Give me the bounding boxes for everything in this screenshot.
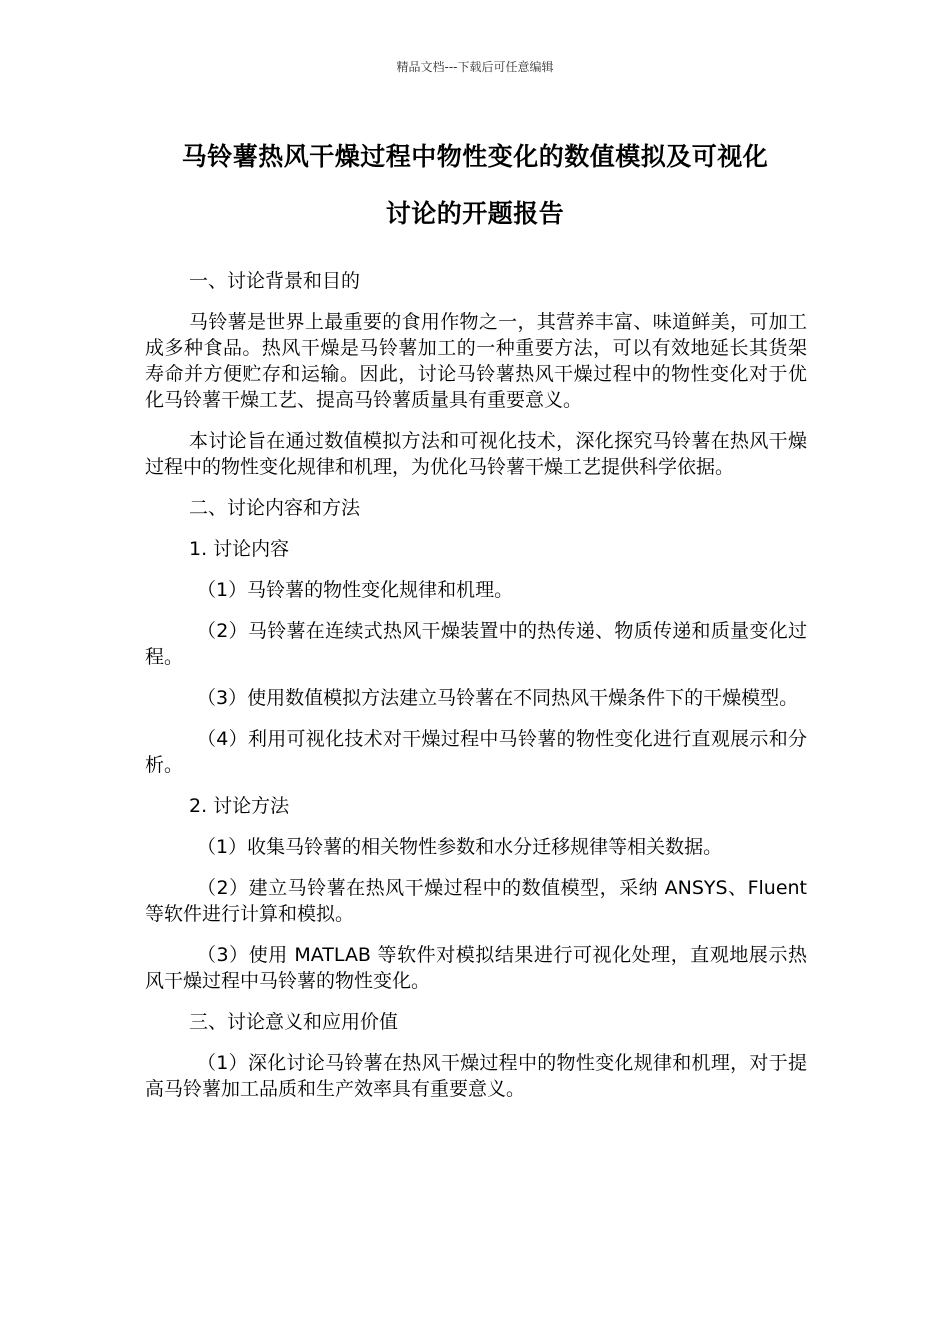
method-item-1: （1）收集马铃薯的相关物性参数和水分迁移规律等相关数据。 bbox=[197, 836, 723, 858]
content-item-1: （1）马铃薯的物性变化规律和机理。 bbox=[197, 579, 514, 601]
method-item-2: （2）建立马铃薯在热风干燥过程中的数值模型，采纳 ANSYS、Fluent 等软件进行计算和模拟。 bbox=[145, 877, 807, 925]
document-body bbox=[145, 268, 807, 1117]
significance-item-1: （1）深化讨论马铃薯在热风干燥过程中的物性变化规律和机理，对于提高马铃薯加工品质和生产效率具有重要意义。 bbox=[145, 1052, 807, 1100]
section-3-heading: 三、讨论意义和应用价值 bbox=[189, 1011, 399, 1033]
document-title bbox=[120, 128, 830, 242]
section-1-paragraph-1: 马铃薯是世界上最重要的食用作物之一，其营养丰富、味道鲜美，可加工成多种食品。热风干燥是马铃薯加工的一种重要方法，可以有效地延长其货架寿命并方便贮存和运输。因此，讨论马铃薯热风干燥过程中的物性变化对于优化马铃薯干燥工艺、提高马铃薯质量具有重要意义。 bbox=[145, 311, 807, 411]
section-2-subheading-method: 2. 讨论方法 bbox=[189, 795, 290, 817]
content-item-4: （4）利用可视化技术对干燥过程中马铃薯的物性变化进行直观展示和分析。 bbox=[145, 728, 807, 776]
section-2-subheading-content: 1. 讨论内容 bbox=[189, 538, 290, 560]
title-line-1: 马铃薯热风干燥过程中物性变化的数值模拟及可视化 bbox=[181, 142, 769, 171]
section-1-paragraph-2: 本讨论旨在通过数值模拟方法和可视化技术，深化探究马铃薯在热风干燥过程中的物性变化规律和机理，为优化马铃薯干燥工艺提供科学依据。 bbox=[145, 430, 807, 478]
section-2-heading: 二、讨论内容和方法 bbox=[189, 497, 361, 519]
content-item-2: （2）马铃薯在连续式热风干燥装置中的热传递、物质传递和质量变化过程。 bbox=[145, 620, 807, 668]
header-note: 精品文档---下载后可任意编辑 bbox=[396, 60, 554, 74]
method-item-3: （3）使用 MATLAB 等软件对模拟结果进行可视化处理，直观地展示热风干燥过程中马铃薯的物性变化。 bbox=[145, 944, 807, 992]
section-1-heading: 一、讨论背景和目的 bbox=[189, 270, 361, 292]
content-item-3: （3）使用数值模拟方法建立马铃薯在不同热风干燥条件下的干燥模型。 bbox=[197, 687, 799, 709]
title-line-2: 讨论的开题报告 bbox=[385, 199, 565, 228]
